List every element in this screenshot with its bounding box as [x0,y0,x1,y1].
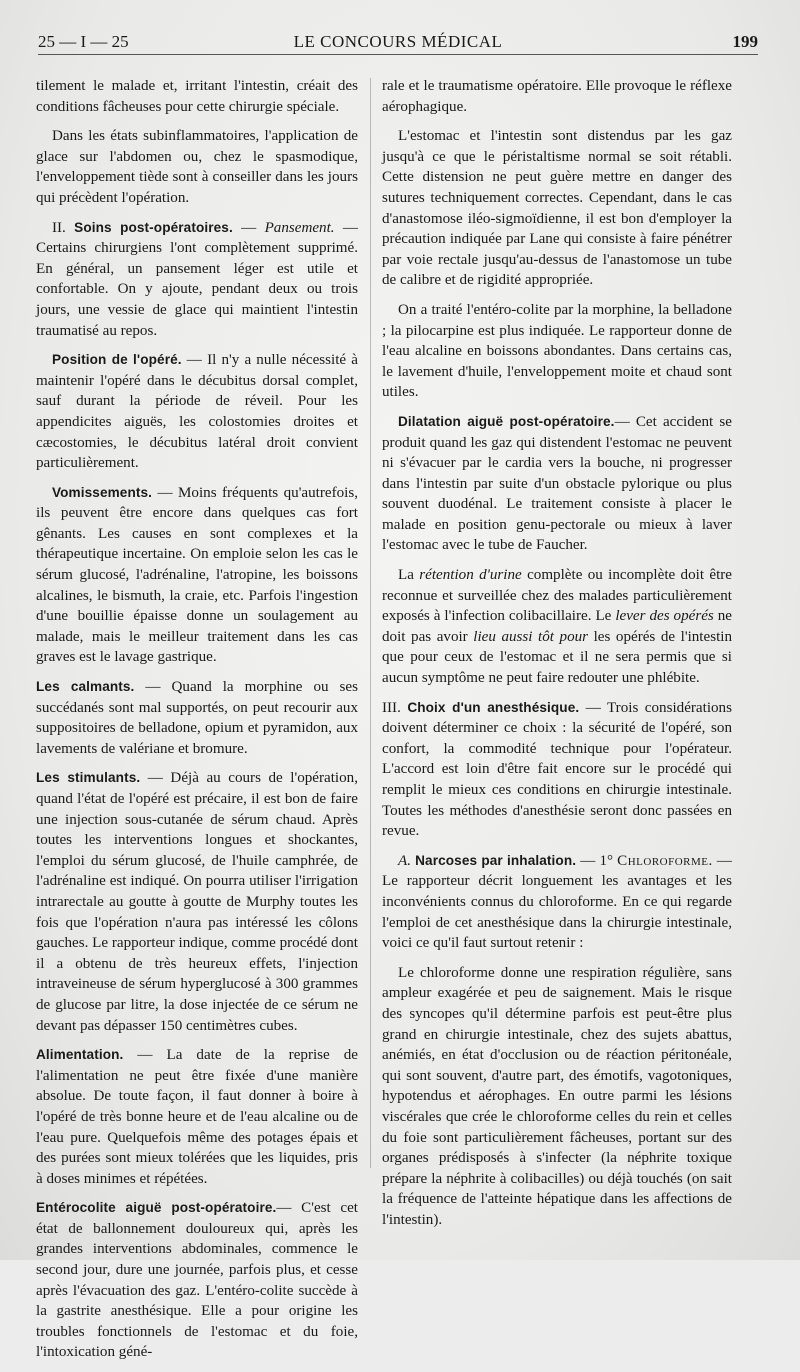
section-letter: A. [398,852,411,869]
journal-title: LE CONCOURS MÉDICAL [293,32,503,51]
section-heading: Position de l'opéré. [52,352,182,368]
left-column [36,76,358,1372]
section-calmants [36,677,358,759]
paragraph: On a traité l'entéro-colite par la morphine, la belladone ; la pilocarpine est plus indiquée. Le rapporteur donne de l'eau alcaline en boissons abondantes. Dans certains cas, le lavement d'huile, l'enveloppement moite et chaud sont utiles. [382,301,732,401]
section-heading: Choix d'un anesthésique. [407,699,580,715]
section-retention-urine [382,565,732,689]
section-heading: Les stimulants. [36,770,141,786]
emphasis: rétention d'urine [419,567,522,584]
paragraph-text: — Certains chirurgiens l'ont complètement supprimé. En général, un pansement léger est utile et confortable. On y ajoute, pendant deux ou trois jours, une vessie de glace qui maintient l'intestin traumatisé au repos. [36,219,358,339]
issue-reference: 25 — I — 25 [38,32,129,51]
section-stimulants [36,768,358,1036]
page-number: 199 [732,32,758,51]
text: les opérés de l'intestin que pour ceux de l'estomac et il ne sera permis que si aucun symptôme ne peut faire redouter une phlébite. [382,628,733,687]
paragraph-text: — Quand la morphine ou ses succédanés sont mal supportés, on peut recourir aux suppositoires de belladone, opium et pyramidon, aux lavements de valériane et bromure. [36,679,358,757]
paragraph-text: — Cet accident se produit quand les gaz qui distendent l'estomac ne peuvent ni s'évacuer par le cardia vers la bouche, ni progresser dans l'intestin par suite d'un obstacle pylorique ou plus souvent duodénal. Le traitement consiste à placer le malade en position genu-pectorale ou mieux à laver l'estomac avec le tube de Faucher. [382,413,732,554]
section-heading: Les calmants. [36,679,135,695]
subheading: Pansement. [264,219,335,236]
section-heading: Alimentation. [36,1047,124,1063]
paragraph-text: — C'est cet état de ballonnement douloureux qui, après les grandes interventions abdominales, commence le second jour, dure une journée, parfois plus, et cesse après l'évacuation des gaz. L'entéro-colite succède à la gastrite anesthésique. Elle a pour origine les troubles fonctionnels de l'estomac et du foie, l'intoxication géné- [36,1200,358,1361]
paragraph-text: — Il n'y a nulle nécessité à maintenir l'opéré dans le décubitus dorsal complet, sauf durant la période de réveil. Pour les appendicites aiguës, les colostomies droites et cæcostomies, le décubitus latéral droit convient particulièrement. [36,352,358,472]
text: ne doit pas avoir [382,608,732,645]
paragraph-text: — La date de la reprise de l'alimentation ne peut être fixée d'une manière absolue. De toute façon, il faut donner à boire à l'opéré de très bonne heure et de l'eau alcaline ou de l'eau pure. Quelquefois même des potages épais et des purées sont mieux tolérées que les liquides, pris à doses minimes et répétées. [36,1047,358,1187]
paragraph: tilement le malade et, irritant l'intestin, créait des conditions fâcheuses pour cette chirurgie spéciale. [36,78,358,115]
section-heading: Entérocolite aiguë post-opératoire. [36,1200,277,1216]
emphasis: lieu aussi tôt pour [473,628,589,645]
section-number: II. [52,219,66,236]
paragraph-text: — Trois considérations doivent déterminer ce choix : la sécurité de l'opéré, son confort, la commodité technique pour l'opérateur. L'accord est loin d'être fait encore sur le procédé qui remplit le mieux ces conditions en chirurgie intestinale. Toutes les méthodes d'anesthésie seront donc passées en revue. [382,699,732,840]
section-dilatation [382,412,732,556]
section-enterocolite [36,1198,358,1363]
section-soins-post-operatoires [36,218,358,342]
emphasis: lever des opérés [615,608,714,625]
paragraph-text: — Moins fréquents qu'autrefois, ils peuvent être encore dans quelques cas fort gênants. Les causes en sont complexes et la thérapeutique incertaine. On emploie selon les cas le sérum glucosé, l'adrénaline, l'atropine, les boissons alcalines, le bismuth, la craie, etc. Parfois l'ingestion d'une bouillie épaisse donne un soulagement au malade, mais le meilleur traitement dans les cas graves est le lavage gastrique. [36,484,358,666]
section-heading: Vomissements. [52,484,153,500]
section-choix-anesthesique [382,698,732,842]
page-header [38,32,758,55]
section-heading: Narcoses par inhalation. [415,852,577,868]
paragraph: L'estomac et l'intestin sont distendus par les gaz jusqu'à ce que le péristaltisme normal se soit rétabli. Cette distension ne peut guère mettre en danger des sutures techniquement correctes. Cependant, dans le cas d'anastomose iléo-sigmoïdienne, il est bon d'employer la précaution indiquée par Lane qui consiste à faire pénétrer par voie rectale jusqu'au-dessus de l'anastomose un tube de calibre et de rigidité appropriée. [382,128,732,289]
text: — 1° [576,852,618,869]
paragraph: Le chloroforme donne une respiration régulière, sans ampleur exagérée et peu de saignement. Mais le risque des syncopes qu'il détermine parfois est peut-être plus grand en chirurgie intestinale, chez des sujets abattus, anémiés, en état d'occlusion ou de réaction péritonéale, qui sont souvent, d'autre part, des émotifs, vagotoniques, hypotendus et aérophages. En outre parmi les lésions viscérales que crée le chloroforme celles du rein et celles du foie sont particulièrement fâcheuses, portant sur des organes prédisposés à s'infecter (la néphrite toxique prépare la néphrite à colibacilles) ou déjà touchés (on sait la fréquence de l'atteinte hépatique dans les affections de l'intestin). [382,964,732,1228]
section-position [36,350,358,474]
paragraph: rale et le traumatisme opératoire. Elle provoque le réflexe aérophagique. [382,78,732,115]
section-narcoses [382,851,732,954]
section-alimentation [36,1045,358,1189]
dash: — [232,219,265,236]
right-column [382,76,732,1239]
section-vomissements [36,483,358,668]
paragraph: Dans les états subinflammatoires, l'application de glace sur l'abdomen ou, chez le spasmodique, l'enveloppement tiède sont à conseiller dans les jours qui précèdent l'opération. [36,128,358,206]
text: complète ou incomplète doit être reconnue et surveillée chez des malades particulièrement exposés à l'infection colibacillaire. Le [382,567,732,625]
section-number: III. [382,699,401,716]
paragraph-text: — Le rapporteur décrit longuement les avantages et les inconvénients connus du chloroforme. En ce qui regarde l'emploi de cet anesthésique dans la chirurgie intestinale, voici ce qu'il faut surtout retenir : [382,852,732,952]
text: La [398,567,420,584]
paragraph-text: — Déjà au cours de l'opération, quand l'état de l'opéré est précaire, il est bon de faire une injection sous-cutanée de sérum chaud. Après toutes les interventions longues et shockantes, l'emploi du sérum glucosé, de l'huile camphrée, de l'adrénaline est indiqué. On pourra utiliser l'irrigation intrarectale au goutte à goutte de Murphy toutes les fois que l'opération n'aura pas intéressé les côlons gauches. Le rapporteur indique, comme procédé dont il a obtenu de très heureux effets, l'injection intraveineuse de sérum hyperglucosé à 300 grammes de glucose par litre, la dose injectée de ce sérum ne devant pas dépasser 150 centimètres cubes. [36,770,358,1034]
section-heading: Soins post-opératoires. [74,219,233,235]
column-divider [370,78,371,1168]
subheading: Chloroforme. [617,852,713,869]
section-heading: Dilatation aiguë post-opératoire. [398,413,615,429]
